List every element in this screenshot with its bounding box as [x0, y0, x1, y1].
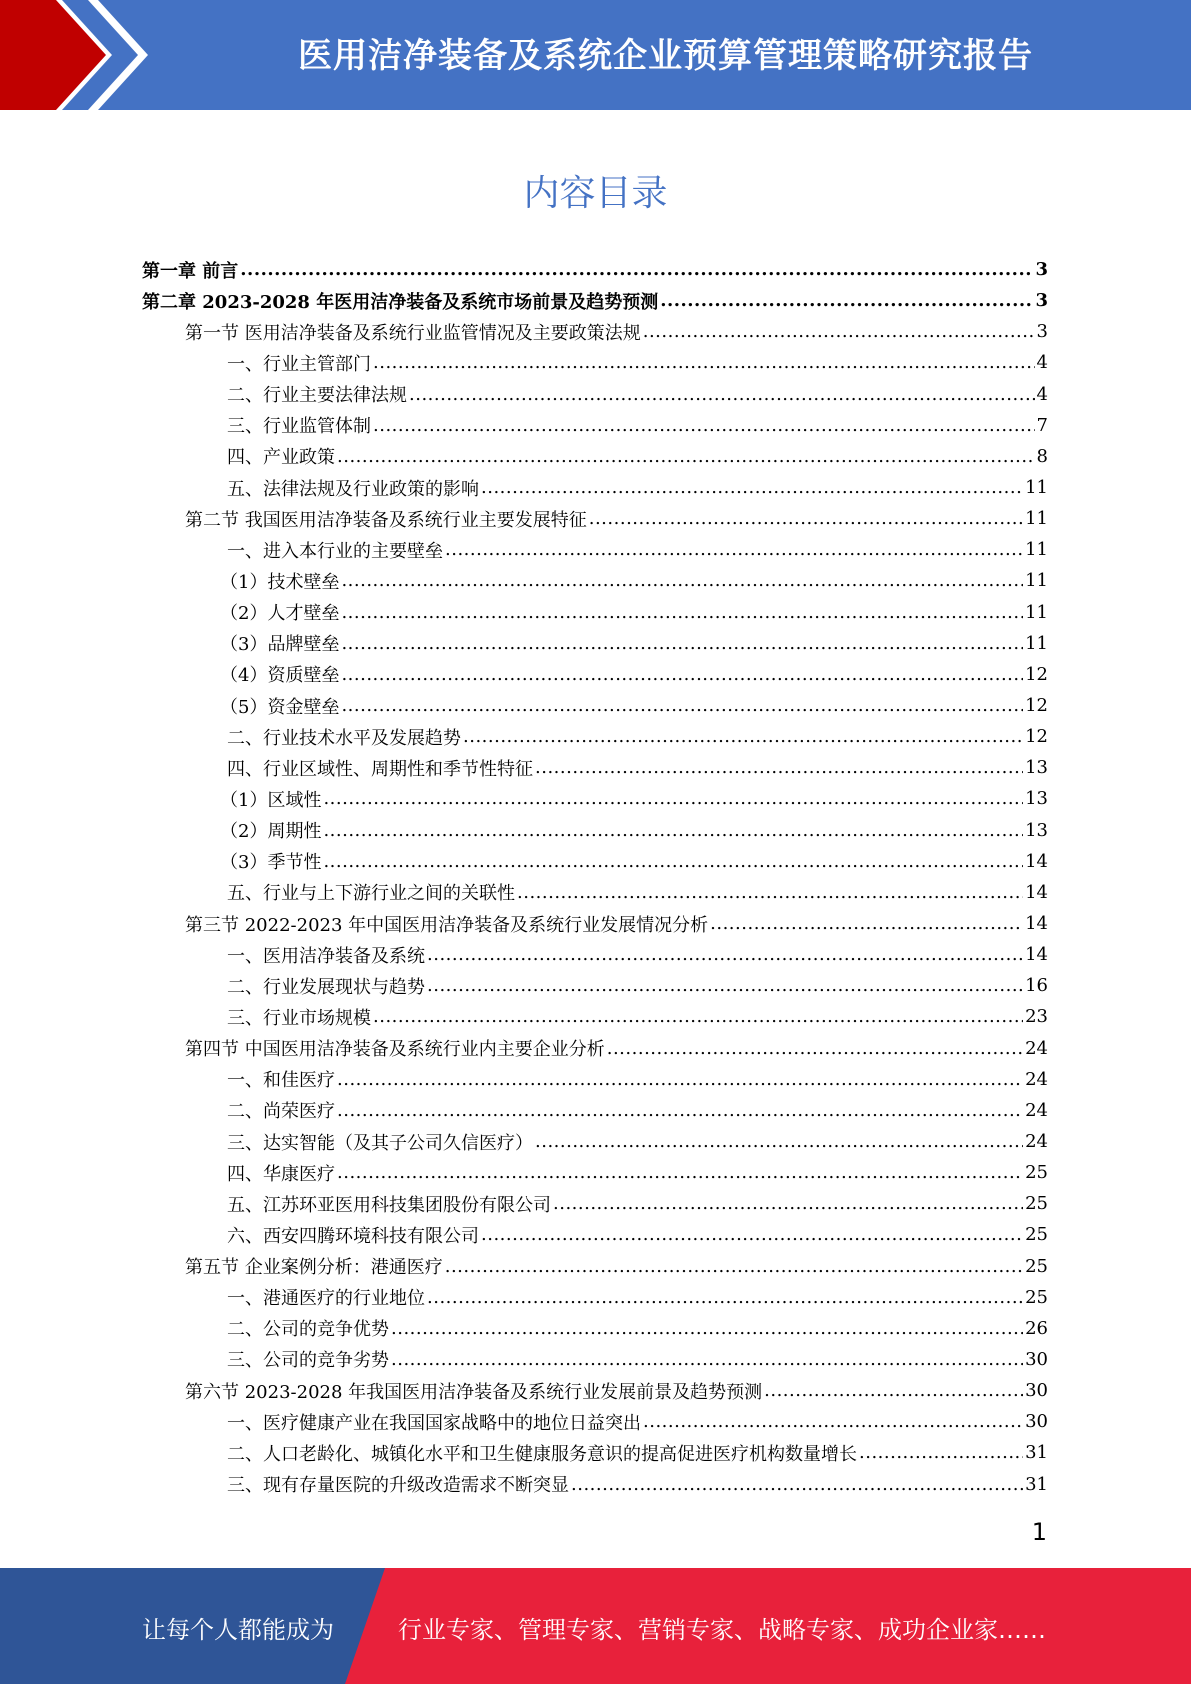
toc-entry-title: 一、进入本行业的主要壁垒 — [227, 540, 443, 562]
toc-entry[interactable] — [142, 783, 1048, 814]
toc-dot-leader — [764, 1380, 1023, 1401]
toc-dot-leader — [323, 851, 1023, 872]
toc-entry-page: 11 — [1025, 601, 1048, 623]
toc-dot-leader — [481, 1224, 1023, 1245]
toc-entry[interactable] — [142, 254, 1048, 285]
toc-entry-title: 二、行业技术水平及发展趋势 — [227, 727, 461, 749]
toc-entry[interactable] — [142, 441, 1048, 472]
toc-entry-page: 24 — [1025, 1037, 1048, 1059]
toc-entry-page: 13 — [1025, 788, 1048, 810]
toc-entry[interactable] — [142, 908, 1048, 939]
toc-entry[interactable] — [142, 597, 1048, 628]
toc-entry-page: 4 — [1036, 352, 1048, 374]
toc-entry-page: 25 — [1025, 1162, 1048, 1184]
toc-entry-page: 12 — [1025, 726, 1048, 748]
toc-entry[interactable] — [142, 1313, 1048, 1344]
toc-entry-page: 25 — [1025, 1255, 1048, 1277]
toc-entry-page: 3 — [1036, 321, 1048, 343]
toc-entry-title: 三、公司的竞争劣势 — [227, 1350, 389, 1372]
toc-entry-title: 第五节 企业案例分析：港通医疗 — [185, 1257, 443, 1279]
toc-dot-leader — [427, 975, 1023, 996]
report-title: 医用洁净装备及系统企业预算管理策略研究报告 — [298, 36, 1033, 76]
toc-entry[interactable] — [142, 1188, 1048, 1219]
toc-entry[interactable] — [142, 347, 1048, 378]
toc-entry[interactable] — [142, 565, 1048, 596]
toc-entry[interactable] — [142, 970, 1048, 1001]
toc-entry-title: 第三节 2022-2023 年中国医用洁净装备及系统行业发展情况分析 — [185, 914, 709, 936]
toc-entry-title: 一、港通医疗的行业地位 — [227, 1288, 425, 1310]
toc-entry-page: 16 — [1025, 975, 1048, 997]
toc-dot-leader — [517, 882, 1023, 903]
toc-dot-leader — [337, 1069, 1023, 1090]
toc-entry-title: 第一节 医用洁净装备及系统行业监管情况及主要政策法规 — [185, 322, 641, 344]
toc-entry-page: 14 — [1025, 944, 1048, 966]
toc-entry-title: （2）周期性 — [220, 821, 322, 843]
toc-entry-title: （4）资质壁垒 — [220, 665, 340, 687]
toc-entry-page: 25 — [1025, 1286, 1048, 1308]
toc-entry[interactable] — [142, 877, 1048, 908]
toc-dot-leader — [373, 352, 1035, 373]
toc-entry-page: 23 — [1025, 1006, 1048, 1028]
toc-entry-title: 二、行业主要法律法规 — [227, 385, 407, 407]
toc-entry-title: （1）技术壁垒 — [220, 571, 340, 593]
toc-entry[interactable] — [142, 1282, 1048, 1313]
toc-dot-leader — [643, 1411, 1023, 1432]
toc-entry[interactable] — [142, 410, 1048, 441]
toc-entry-page: 31 — [1025, 1442, 1048, 1464]
toc-entry[interactable] — [142, 1375, 1048, 1406]
toc-entry-title: 一、和佳医疗 — [227, 1070, 335, 1092]
footer-banner — [0, 1568, 1191, 1684]
toc-dot-leader — [859, 1442, 1023, 1463]
footer-slogan-right: 行业专家、管理专家、营销专家、战略专家、成功企业家…… — [398, 1616, 1046, 1644]
toc-entry-title: 五、法律法规及行业政策的影响 — [227, 478, 479, 500]
toc-entry-page: 13 — [1025, 757, 1048, 779]
table-of-contents — [142, 254, 1048, 1500]
toc-entry-page: 30 — [1025, 1348, 1048, 1370]
toc-dot-leader — [445, 539, 1023, 560]
toc-entry-title: 一、医用洁净装备及系统 — [227, 945, 425, 967]
toc-entry[interactable] — [142, 285, 1048, 316]
toc-entry-page: 31 — [1025, 1473, 1048, 1495]
toc-dot-leader — [391, 1349, 1023, 1370]
toc-entry[interactable] — [142, 1064, 1048, 1095]
toc-entry-title: 四、产业政策 — [227, 447, 335, 469]
toc-dot-leader — [373, 1006, 1023, 1027]
toc-entry-title: 四、行业区域性、周期性和季节性特征 — [227, 758, 533, 780]
toc-dot-leader — [589, 508, 1023, 529]
toc-entry-title: 三、行业市场规模 — [227, 1007, 371, 1029]
toc-entry-title: 三、达实智能（及其子公司久信医疗） — [227, 1132, 533, 1154]
toc-entry-title: 三、现有存量医院的升级改造需求不断突显 — [227, 1475, 569, 1497]
toc-dot-leader — [427, 944, 1023, 965]
toc-entry-page: 24 — [1025, 1099, 1048, 1121]
toc-entry[interactable] — [142, 379, 1048, 410]
toc-entry[interactable] — [142, 939, 1048, 970]
toc-entry[interactable] — [142, 1344, 1048, 1375]
toc-entry-title: 第四节 中国医用洁净装备及系统行业内主要企业分析 — [185, 1039, 605, 1061]
toc-entry[interactable] — [142, 1219, 1048, 1250]
toc-dot-leader — [710, 913, 1023, 934]
toc-entry-page: 11 — [1025, 570, 1048, 592]
toc-entry-title: 二、尚荣医疗 — [227, 1101, 335, 1123]
toc-entry-page: 14 — [1025, 850, 1048, 872]
toc-dot-leader — [373, 415, 1035, 436]
toc-entry-title: （5）资金壁垒 — [220, 696, 340, 718]
toc-entry[interactable] — [142, 1468, 1048, 1499]
toc-entry-page: 26 — [1025, 1317, 1048, 1339]
footer-slogan-left: 让每个人都能成为 — [142, 1616, 334, 1644]
toc-entry-title: 一、行业主管部门 — [227, 353, 371, 375]
toc-entry-page: 8 — [1036, 445, 1048, 467]
toc-dot-leader — [463, 726, 1023, 747]
toc-entry[interactable] — [142, 1095, 1048, 1126]
toc-entry[interactable] — [142, 1126, 1048, 1157]
toc-dot-leader — [553, 1193, 1023, 1214]
toc-entry-page: 30 — [1025, 1411, 1048, 1433]
toc-entry-title: 五、江苏环亚医用科技集团股份有限公司 — [227, 1194, 551, 1216]
toc-entry-title: 第六节 2023-2028 年我国医用洁净装备及系统行业发展前景及趋势预测 — [185, 1381, 763, 1403]
toc-entry[interactable] — [142, 1251, 1048, 1282]
toc-entry-title: 第二节 我国医用洁净装备及系统行业主要发展特征 — [185, 509, 587, 531]
toc-entry-page: 11 — [1025, 632, 1048, 654]
toc-dot-leader — [337, 1162, 1023, 1183]
toc-entry[interactable] — [142, 1001, 1048, 1032]
toc-entry-title: 二、人口老龄化、城镇化水平和卫生健康服务意识的提高促进医疗机构数量增长 — [227, 1443, 857, 1465]
toc-dot-leader — [341, 602, 1023, 623]
toc-entry-title: （3）品牌壁垒 — [220, 634, 340, 656]
toc-dot-leader — [660, 290, 1033, 311]
toc-entry-page: 14 — [1025, 913, 1048, 935]
toc-dot-leader — [535, 1131, 1023, 1152]
toc-entry[interactable] — [142, 1406, 1048, 1437]
toc-entry-page: 11 — [1025, 508, 1048, 530]
toc-entry[interactable] — [142, 659, 1048, 690]
toc-entry-page: 11 — [1025, 539, 1048, 561]
header-banner — [0, 0, 1191, 110]
toc-dot-leader — [323, 788, 1023, 809]
toc-entry-page: 12 — [1025, 663, 1048, 685]
toc-entry-page: 3 — [1035, 290, 1048, 312]
toc-entry-title: 四、华康医疗 — [227, 1163, 335, 1185]
toc-dot-leader — [535, 757, 1023, 778]
toc-dot-leader — [240, 259, 1033, 280]
toc-dot-leader — [323, 820, 1023, 841]
toc-entry[interactable] — [142, 1033, 1048, 1064]
toc-entry-title: 二、行业发展现状与趋势 — [227, 976, 425, 998]
toc-dot-leader — [571, 1474, 1023, 1495]
toc-heading: 内容目录 — [523, 173, 668, 214]
toc-entry[interactable] — [142, 1157, 1048, 1188]
toc-entry[interactable] — [142, 752, 1048, 783]
toc-entry-title: 二、公司的竞争优势 — [227, 1319, 389, 1341]
toc-entry-title: 五、行业与上下游行业之间的关联性 — [227, 883, 515, 905]
toc-dot-leader — [341, 664, 1023, 685]
toc-entry[interactable] — [142, 472, 1048, 503]
toc-entry[interactable] — [142, 846, 1048, 877]
toc-dot-leader — [409, 384, 1035, 405]
toc-entry-title: 六、西安四腾环境科技有限公司 — [227, 1225, 479, 1247]
toc-entry[interactable] — [142, 815, 1048, 846]
toc-entry-title: 三、行业监管体制 — [227, 416, 371, 438]
toc-dot-leader — [607, 1038, 1023, 1059]
toc-entry[interactable] — [142, 316, 1048, 347]
toc-entry-page: 7 — [1036, 414, 1048, 436]
toc-dot-leader — [341, 695, 1023, 716]
toc-entry-page: 14 — [1025, 881, 1048, 903]
toc-entry[interactable] — [142, 628, 1048, 659]
toc-entry[interactable] — [142, 721, 1048, 752]
toc-entry-page: 25 — [1025, 1193, 1048, 1215]
toc-dot-leader — [427, 1287, 1023, 1308]
toc-dot-leader — [481, 477, 1023, 498]
toc-entry-title: （3）季节性 — [220, 852, 322, 874]
toc-entry[interactable] — [142, 534, 1048, 565]
toc-entry-page: 30 — [1025, 1380, 1048, 1402]
toc-entry-page: 3 — [1035, 259, 1048, 281]
toc-entry[interactable] — [142, 690, 1048, 721]
toc-dot-leader — [341, 570, 1023, 591]
toc-entry[interactable] — [142, 503, 1048, 534]
toc-dot-leader — [391, 1318, 1023, 1339]
toc-entry-page: 13 — [1025, 819, 1048, 841]
toc-entry[interactable] — [142, 1437, 1048, 1468]
toc-entry-page: 25 — [1025, 1224, 1048, 1246]
toc-dot-leader — [337, 1100, 1023, 1121]
toc-dot-leader — [341, 633, 1023, 654]
toc-entry-title: 第二章 2023-2028 年医用洁净装备及系统市场前景及趋势预测 — [142, 291, 659, 313]
toc-entry-title: （2）人才壁垒 — [220, 603, 340, 625]
page-number: 1 — [1031, 1518, 1047, 1546]
toc-entry-page: 12 — [1025, 695, 1048, 717]
toc-entry-page: 24 — [1025, 1068, 1048, 1090]
toc-entry-page: 4 — [1036, 383, 1048, 405]
toc-entry-page: 11 — [1025, 477, 1048, 499]
toc-entry-title: 第一章 前言 — [142, 260, 239, 282]
toc-entry-page: 24 — [1025, 1131, 1048, 1152]
toc-entry-title: 一、医疗健康产业在我国国家战略中的地位日益突出 — [227, 1412, 641, 1434]
toc-dot-leader — [643, 321, 1035, 342]
toc-dot-leader — [337, 446, 1035, 467]
toc-dot-leader — [445, 1256, 1023, 1277]
toc-entry-title: （1）区域性 — [220, 789, 322, 811]
